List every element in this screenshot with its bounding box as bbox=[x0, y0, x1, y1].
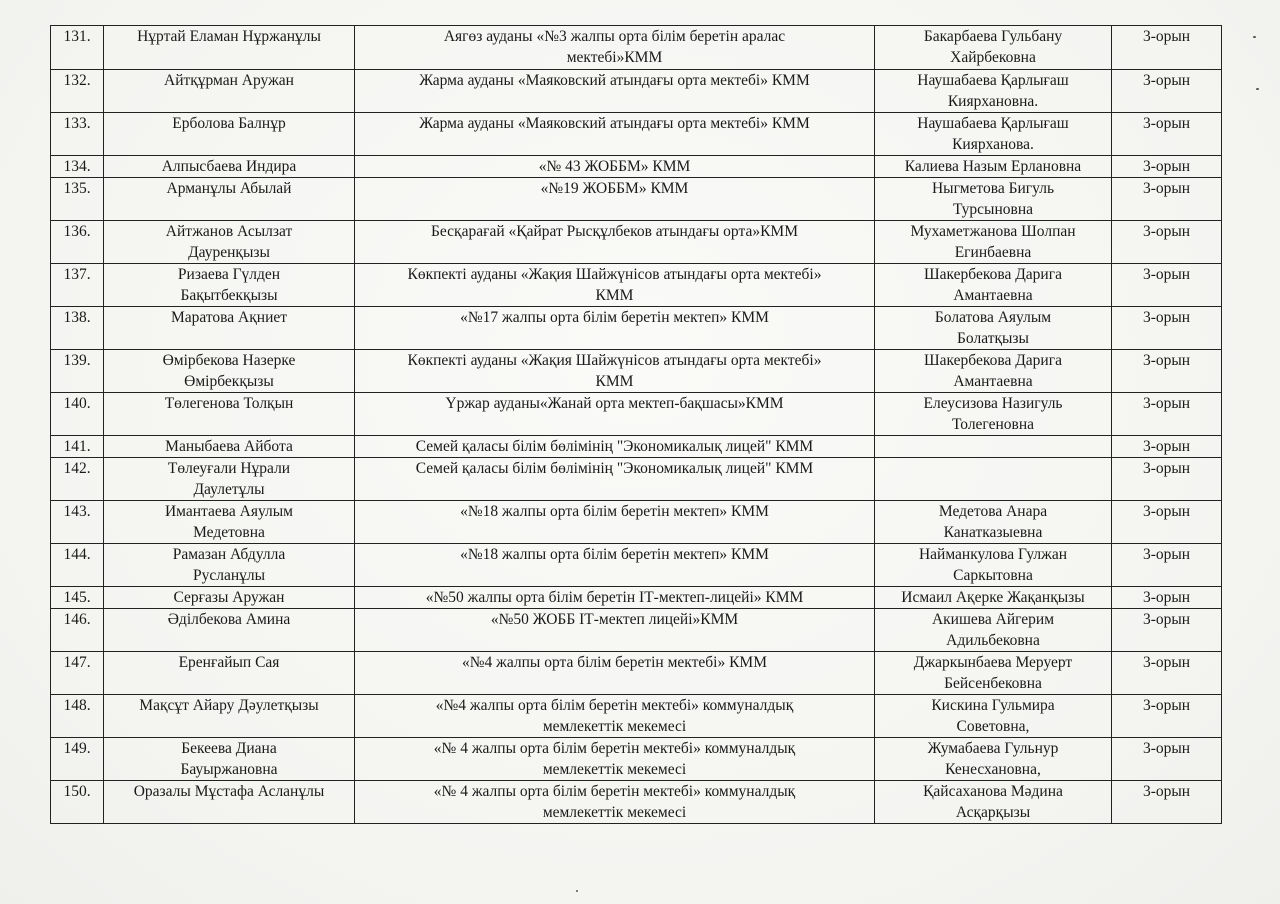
school-name bbox=[355, 26, 875, 70]
teacher-name-line: Киярхановна. bbox=[947, 93, 1039, 110]
place-award: 3-орын bbox=[1112, 156, 1222, 178]
teacher-name-line: Шакербекова Дарига bbox=[924, 266, 1062, 283]
student-name-line: Русланұлы bbox=[192, 567, 266, 584]
student-name-line: Ерболова Балнұр bbox=[172, 115, 286, 132]
place-award: 3-орын bbox=[1112, 350, 1222, 393]
school-name-line: «№17 жалпы орта білім беретін мектеп» КММ bbox=[460, 309, 769, 326]
teacher-name-line: Амантаевна bbox=[953, 287, 1033, 304]
teacher-name-line: Найманкулова Гулжан bbox=[918, 546, 1068, 563]
school-name-line: Семей қаласы білім бөлімінің "Экономикалық лицей" КММ bbox=[415, 438, 814, 455]
place-award: 3-орын bbox=[1112, 458, 1222, 501]
row-number: 149. bbox=[51, 738, 104, 781]
teacher-name bbox=[875, 113, 1112, 156]
place-award: 3-орын bbox=[1112, 501, 1222, 544]
table-row bbox=[51, 587, 1222, 609]
table-row bbox=[51, 113, 1222, 156]
school-name-line: мектебі»КММ bbox=[566, 49, 663, 66]
teacher-name-line: Мухаметжанова Шолпан bbox=[910, 223, 1076, 240]
teacher-name bbox=[875, 178, 1112, 221]
student-name-line: Бауыржановна bbox=[180, 761, 278, 778]
student-name-line: Нұртай Еламан Нұржанұлы bbox=[137, 28, 321, 45]
row-number: 135. bbox=[51, 178, 104, 221]
student-name bbox=[104, 307, 355, 350]
teacher-name-line: Турсыновна bbox=[952, 201, 1034, 218]
school-name bbox=[355, 113, 875, 156]
table-row bbox=[51, 436, 1222, 458]
row-number: 142. bbox=[51, 458, 104, 501]
teacher-name bbox=[875, 264, 1112, 307]
student-name-line: Дауренқызы bbox=[188, 244, 270, 261]
school-name-line: «№50 жалпы орта білім беретін ІТ-мектеп-лицейі» КММ bbox=[425, 589, 804, 606]
school-name-line: Көкпекті ауданы «Жақия Шайжүнісов атындағы орта мектебі» bbox=[407, 266, 822, 283]
place-award: 3-орын bbox=[1112, 738, 1222, 781]
student-name-line: Имантаева Аяулым bbox=[164, 503, 293, 520]
school-name bbox=[355, 156, 875, 178]
student-name bbox=[104, 609, 355, 652]
row-number: 139. bbox=[51, 350, 104, 393]
school-name-line: «№19 ЖОББМ» КММ bbox=[540, 180, 689, 197]
row-number: 146. bbox=[51, 609, 104, 652]
student-name bbox=[104, 264, 355, 307]
teacher-name bbox=[875, 458, 1112, 501]
student-name bbox=[104, 156, 355, 178]
table-row bbox=[51, 458, 1222, 501]
student-name bbox=[104, 587, 355, 609]
scan-speck bbox=[1256, 88, 1259, 90]
teacher-name-line: Калиева Назым Ерлановна bbox=[904, 158, 1082, 175]
school-name bbox=[355, 307, 875, 350]
school-name-line: Үржар ауданы«Жанай орта мектеп-бақшасы»КММ bbox=[445, 395, 784, 412]
student-name-line: Оразалы Мұстафа Асланұлы bbox=[133, 783, 325, 800]
row-number: 134. bbox=[51, 156, 104, 178]
school-name bbox=[355, 458, 875, 501]
teacher-name-line: Исмаил Ақерке Жақанқызы bbox=[901, 589, 1085, 606]
school-name bbox=[355, 609, 875, 652]
teacher-name-line: Амантаевна bbox=[953, 373, 1033, 390]
table-row bbox=[51, 781, 1222, 824]
student-name-line: Арманұлы Абылай bbox=[166, 180, 292, 197]
row-number: 133. bbox=[51, 113, 104, 156]
row-number: 145. bbox=[51, 587, 104, 609]
teacher-name-line: Кискина Гульмира bbox=[931, 697, 1055, 714]
student-name-line: Әділбекова Амина bbox=[167, 611, 291, 628]
school-name bbox=[355, 544, 875, 587]
teacher-name-line: Жумабаева Гульнур bbox=[927, 740, 1059, 757]
teacher-name bbox=[875, 587, 1112, 609]
row-number: 140. bbox=[51, 393, 104, 436]
student-name-line: Медетовна bbox=[193, 524, 265, 541]
table-row bbox=[51, 307, 1222, 350]
teacher-name-line: Канатказыевна bbox=[943, 524, 1043, 541]
place-award: 3-орын bbox=[1112, 26, 1222, 70]
school-name-line: Жарма ауданы «Маяковский атындағы орта мектебі» КММ bbox=[419, 115, 810, 132]
school-name bbox=[355, 781, 875, 824]
place-award: 3-орын bbox=[1112, 436, 1222, 458]
teacher-name bbox=[875, 26, 1112, 70]
school-name-line: «№18 жалпы орта білім беретін мектеп» КММ bbox=[460, 546, 769, 563]
table-row bbox=[51, 26, 1222, 70]
teacher-name-line: Асқарқызы bbox=[955, 804, 1031, 821]
school-name-line: Семей қаласы білім бөлімінің "Экономикалық лицей" КММ bbox=[415, 460, 814, 477]
place-award: 3-орын bbox=[1112, 695, 1222, 738]
student-name bbox=[104, 695, 355, 738]
teacher-name-line: Толегеновна bbox=[951, 416, 1035, 433]
teacher-name bbox=[875, 652, 1112, 695]
student-name bbox=[104, 544, 355, 587]
place-award: 3-орын bbox=[1112, 307, 1222, 350]
teacher-name bbox=[875, 307, 1112, 350]
student-name bbox=[104, 26, 355, 70]
teacher-name-line: Болатова Аяулым bbox=[934, 309, 1052, 326]
student-name-line: Өмірбекқызы bbox=[184, 373, 274, 390]
school-name bbox=[355, 350, 875, 393]
table-row bbox=[51, 156, 1222, 178]
table-row bbox=[51, 264, 1222, 307]
row-number: 144. bbox=[51, 544, 104, 587]
school-name-line: «№4 жалпы орта білім беретін мектебі» коммуналдық bbox=[435, 697, 794, 714]
student-name-line: Өмірбекова Назерке bbox=[162, 352, 296, 369]
school-name-line: Көкпекті ауданы «Жақия Шайжүнісов атындағы орта мектебі» bbox=[407, 352, 822, 369]
school-name-line: Жарма ауданы «Маяковский атындағы орта мектебі» КММ bbox=[419, 72, 810, 89]
student-name-line: Төлеуғали Нұрали bbox=[167, 460, 291, 477]
teacher-name-line: Адильбековна bbox=[946, 632, 1040, 649]
teacher-name-line: Хайрбековна bbox=[950, 49, 1036, 66]
teacher-name-line: Наушабаева Қарлығаш bbox=[917, 72, 1069, 89]
school-name-line: «№ 43 ЖОББМ» КММ bbox=[538, 158, 691, 175]
student-name bbox=[104, 178, 355, 221]
school-name bbox=[355, 393, 875, 436]
school-name-line: Бесқарағай «Қайрат Рысқұлбеков атындағы орта»КММ bbox=[431, 223, 798, 240]
row-number: 141. bbox=[51, 436, 104, 458]
teacher-name-line: Саркытовна bbox=[953, 567, 1033, 584]
school-name-line: «№ 4 жалпы орта білім беретін мектебі» коммуналдық bbox=[433, 740, 796, 757]
row-number: 137. bbox=[51, 264, 104, 307]
school-name bbox=[355, 652, 875, 695]
school-name bbox=[355, 436, 875, 458]
student-name bbox=[104, 436, 355, 458]
student-name bbox=[104, 70, 355, 113]
student-name bbox=[104, 652, 355, 695]
teacher-name-line: Акишева Айгерим bbox=[931, 611, 1055, 628]
student-name-line: Серғазы Аружан bbox=[173, 589, 285, 606]
student-name-line: Рамазан Абдулла bbox=[172, 546, 286, 563]
student-name-line: Төлегенова Толқын bbox=[164, 395, 294, 412]
school-name-line: «№50 ЖОББ ІТ-мектеп лицейі»КММ bbox=[490, 611, 739, 628]
student-name bbox=[104, 781, 355, 824]
school-name-line: КММ bbox=[595, 373, 634, 390]
table-row bbox=[51, 70, 1222, 113]
results-table bbox=[50, 25, 1222, 824]
table-row bbox=[51, 178, 1222, 221]
place-award: 3-орын bbox=[1112, 264, 1222, 307]
school-name-line: «№4 жалпы орта білім беретін мектебі» КММ bbox=[462, 654, 767, 671]
teacher-name bbox=[875, 781, 1112, 824]
teacher-name bbox=[875, 393, 1112, 436]
teacher-name bbox=[875, 350, 1112, 393]
table-row bbox=[51, 544, 1222, 587]
teacher-name bbox=[875, 221, 1112, 264]
row-number: 143. bbox=[51, 501, 104, 544]
table-row bbox=[51, 501, 1222, 544]
student-name bbox=[104, 458, 355, 501]
teacher-name-line: Болатқызы bbox=[957, 330, 1029, 347]
place-award: 3-орын bbox=[1112, 221, 1222, 264]
place-award: 3-орын bbox=[1112, 393, 1222, 436]
teacher-name-line: Елеусизова Назигуль bbox=[923, 395, 1063, 412]
place-award: 3-орын bbox=[1112, 544, 1222, 587]
table-row bbox=[51, 221, 1222, 264]
row-number: 136. bbox=[51, 221, 104, 264]
teacher-name-line: Егинбаевна bbox=[954, 244, 1032, 261]
school-name-line: Аягөз ауданы «№3 жалпы орта білім беретін аралас bbox=[443, 28, 786, 45]
teacher-name bbox=[875, 156, 1112, 178]
teacher-name-line: Кенесхановна, bbox=[945, 761, 1041, 778]
student-name-line: Маратова Ақниет bbox=[170, 309, 288, 326]
teacher-name-line: Советовна, bbox=[956, 718, 1030, 735]
teacher-name-line: Медетова Анара bbox=[938, 503, 1048, 520]
student-name-line: Айтқұрман Аружан bbox=[164, 72, 294, 89]
place-award: 3-орын bbox=[1112, 70, 1222, 113]
school-name bbox=[355, 501, 875, 544]
school-name bbox=[355, 70, 875, 113]
place-award: 3-орын bbox=[1112, 652, 1222, 695]
student-name bbox=[104, 221, 355, 264]
student-name bbox=[104, 393, 355, 436]
place-award: 3-орын bbox=[1112, 781, 1222, 824]
place-award: 3-орын bbox=[1112, 587, 1222, 609]
student-name bbox=[104, 501, 355, 544]
teacher-name-line: Бейсенбековна bbox=[944, 675, 1042, 692]
student-name-line: Даулетұлы bbox=[193, 481, 265, 498]
student-name-line: Айтжанов Асылзат bbox=[165, 223, 293, 240]
school-name-line: КММ bbox=[595, 287, 634, 304]
table-row bbox=[51, 738, 1222, 781]
teacher-name-line: Бакарбаева Гульбану bbox=[923, 28, 1063, 45]
school-name-line: мемлекеттік мекемесі bbox=[542, 761, 687, 778]
row-number: 131. bbox=[51, 26, 104, 70]
results-table-body bbox=[51, 26, 1222, 824]
student-name bbox=[104, 738, 355, 781]
scan-speck bbox=[576, 890, 578, 892]
school-name-line: «№ 4 жалпы орта білім беретін мектебі» коммуналдық bbox=[433, 783, 796, 800]
student-name-line: Бақытбекқызы bbox=[180, 287, 278, 304]
school-name bbox=[355, 587, 875, 609]
row-number: 150. bbox=[51, 781, 104, 824]
table-row bbox=[51, 695, 1222, 738]
teacher-name-line: Наушабаева Қарлығаш bbox=[917, 115, 1069, 132]
row-number: 132. bbox=[51, 70, 104, 113]
school-name bbox=[355, 695, 875, 738]
place-award: 3-орын bbox=[1112, 178, 1222, 221]
student-name-line: Алпысбаева Индира bbox=[161, 158, 297, 175]
place-award: 3-орын bbox=[1112, 113, 1222, 156]
teacher-name bbox=[875, 695, 1112, 738]
teacher-name-line: Ныгметова Бигуль bbox=[931, 180, 1055, 197]
teacher-name bbox=[875, 609, 1112, 652]
teacher-name-line: Қайсаханова Мәдина bbox=[923, 783, 1063, 800]
student-name-line: Бекеева Диана bbox=[181, 740, 277, 757]
student-name bbox=[104, 350, 355, 393]
row-number: 138. bbox=[51, 307, 104, 350]
school-name bbox=[355, 264, 875, 307]
table-row bbox=[51, 652, 1222, 695]
teacher-name bbox=[875, 544, 1112, 587]
teacher-name bbox=[875, 70, 1112, 113]
school-name-line: мемлекеттік мекемесі bbox=[542, 804, 687, 821]
scan-speck bbox=[1253, 36, 1256, 38]
school-name bbox=[355, 178, 875, 221]
table-row bbox=[51, 350, 1222, 393]
student-name bbox=[104, 113, 355, 156]
table-row bbox=[51, 609, 1222, 652]
teacher-name bbox=[875, 436, 1112, 458]
student-name-line: Маныбаева Айбота bbox=[165, 438, 293, 455]
teacher-name-line: Шакербекова Дарига bbox=[924, 352, 1062, 369]
student-name-line: Ризаева Гүлден bbox=[177, 266, 281, 283]
school-name-line: мемлекеттік мекемесі bbox=[542, 718, 687, 735]
teacher-name-line: Джаркынбаева Меруерт bbox=[913, 654, 1073, 671]
teacher-name-line: Киярханова. bbox=[952, 136, 1034, 153]
teacher-name bbox=[875, 738, 1112, 781]
teacher-name bbox=[875, 501, 1112, 544]
student-name-line: Еренғайып Сая bbox=[178, 654, 280, 671]
place-award: 3-орын bbox=[1112, 609, 1222, 652]
student-name-line: Мақсұт Айару Дәулетқызы bbox=[139, 697, 319, 714]
school-name bbox=[355, 221, 875, 264]
table-row bbox=[51, 393, 1222, 436]
school-name-line: «№18 жалпы орта білім беретін мектеп» КММ bbox=[460, 503, 769, 520]
school-name bbox=[355, 738, 875, 781]
row-number: 148. bbox=[51, 695, 104, 738]
row-number: 147. bbox=[51, 652, 104, 695]
